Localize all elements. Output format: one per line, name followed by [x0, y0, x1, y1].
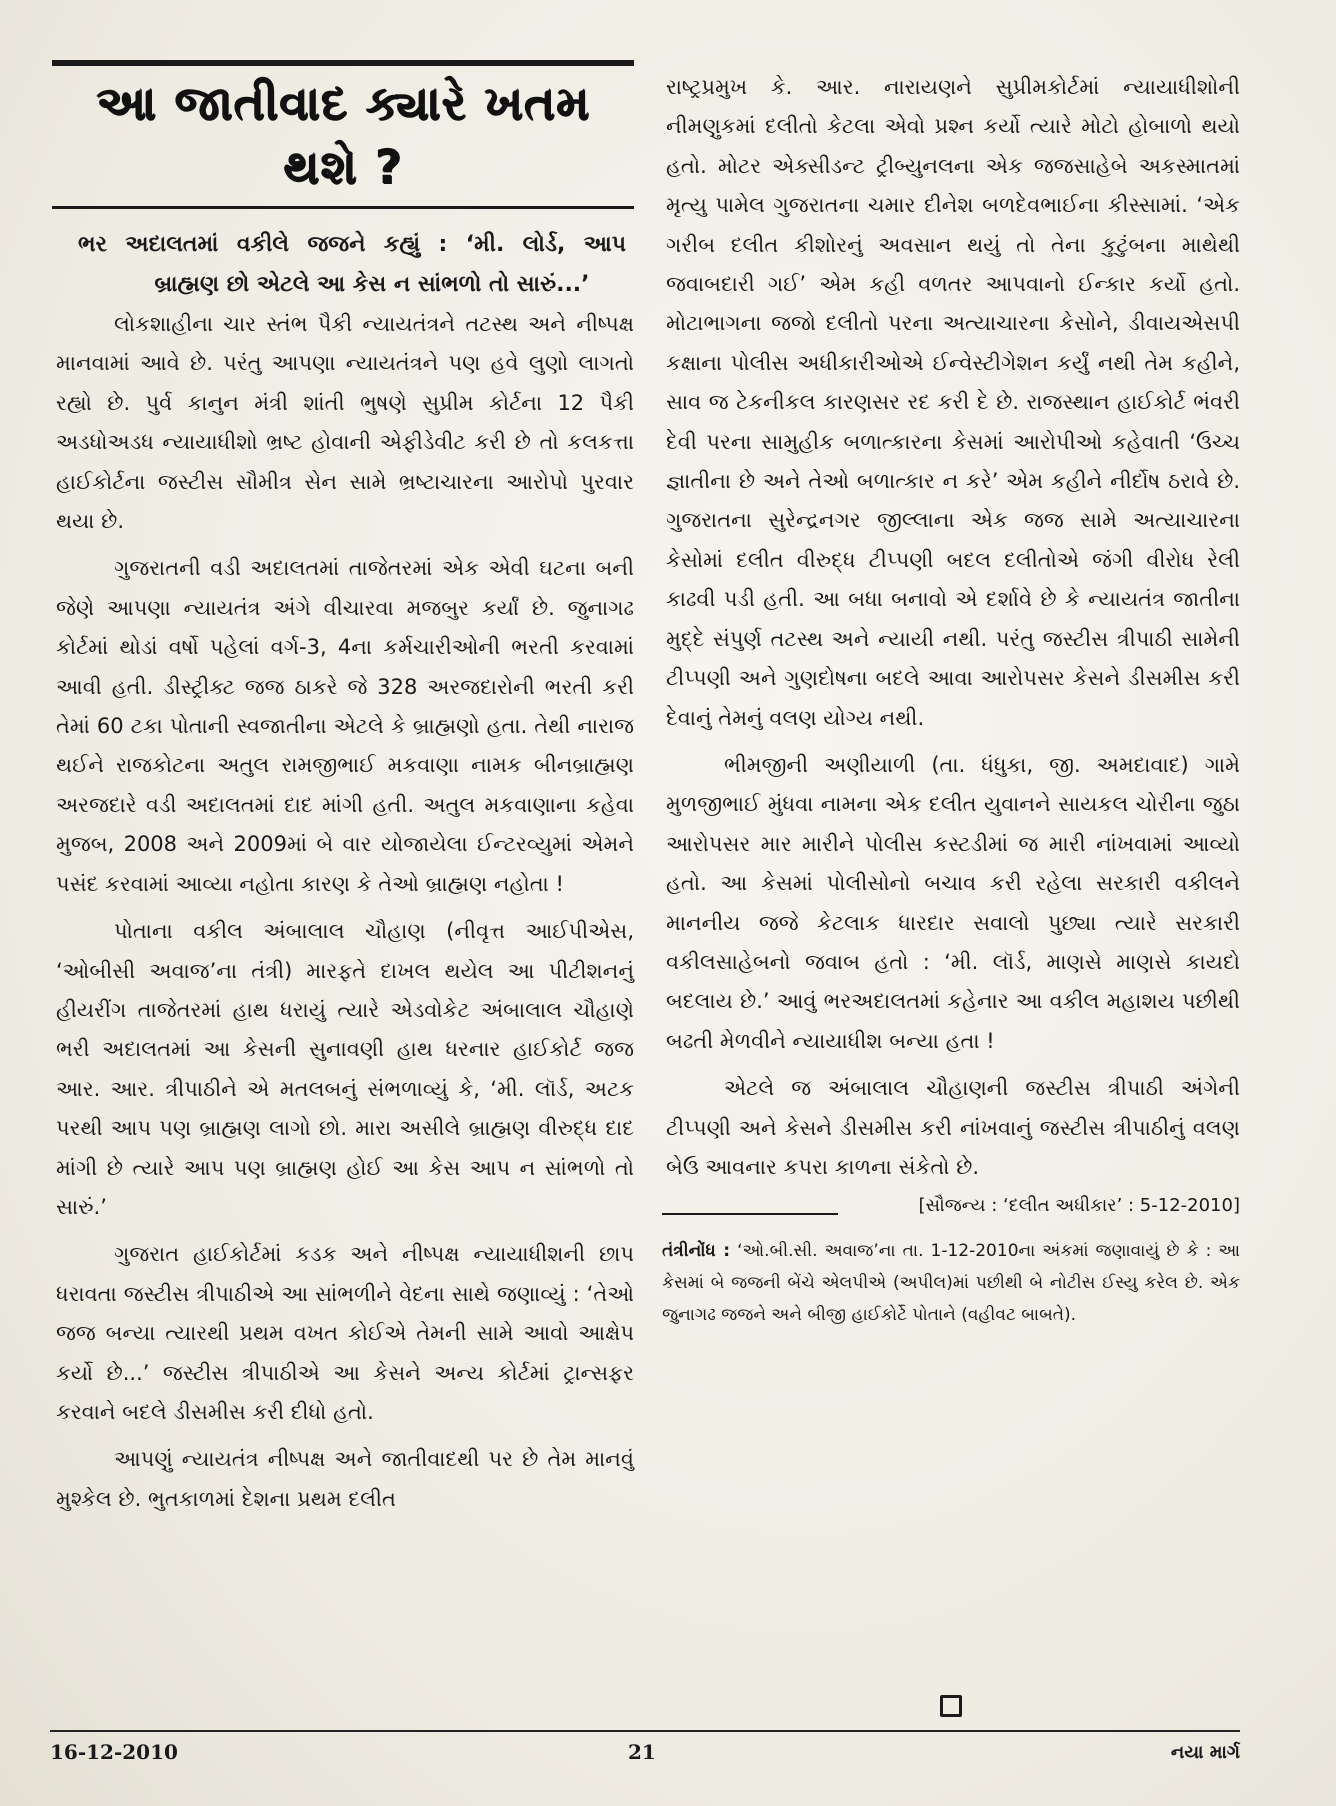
article-title: આ જાતીવાદ ક્યારે ખતમ થશે ?	[96, 76, 590, 195]
source-rule	[662, 1213, 838, 1215]
right-column	[662, 68, 1240, 1331]
body-paragraph: એટલે જ અંબાલાલ ચૌહાણની જસ્ટીસ ત્રીપાઠી અંગેની ટીપ્પણી અને કેસને ડીસમીસ કરી નાંખવાનું જસ્ટીસ ત્રીપાઠીનું વલણ બેઉ આવનાર કપરા કાળના સંકેતો છે.	[666, 1076, 1240, 1179]
end-of-article-icon	[940, 1695, 962, 1717]
editor-note-text: ‘ઓ.બી.સી. અવાજ’ના તા. 1-12-2010ના અંકમાં જણાવાયું છે કે : આ કેસમાં બે જજની બેંચે એલપીએ (અપીલ)માં પછીથી બે નોટીસ ઈસ્યુ કરેલ છે. એક જુનાગઢ જજને અને બીજી હાઈકોર્ટે પોતાને (વહીવટ બાબતે).	[662, 1241, 1241, 1326]
body-paragraph: ભીમજીની અણીયાળી (તા. ધંધુકા, જી. અમદાવાદ) ગામે મુળજીભાઈ મુંધવા નામના એક દલીત યુવાનને સાયકલ ચોરીના જુઠા આરોપસર માર મારીને પોલીસ કસ્ટડીમાં જ મારી નાંખવામાં આવ્યો હતો. આ કેસમાં પોલીસોનો બચાવ કરી રહેલા સરકારી વકીલને માનનીય જજે કેટલાક ધારદાર સવાલો પુછ્યા ત્યારે સરકારી વકીલસાહેબનો જવાબ હતો : ‘મી. લૉર્ડ, માણસે માણસે કાયદો બદલાય છે.’ આવું ભરઅદાલતમાં કહેનાર આ વકીલ મહાશય પછીથી બઢતી મેળવીને ન્યાયાધીશ બન્યા હતા !	[666, 752, 1240, 1053]
footer-date: 16-12-2010	[50, 1740, 178, 1764]
subhead-line-2: બ્રાહ્મણ છો એટલે આ કેસ ન સાંભળો તો સારું...’	[154, 272, 590, 297]
page-number: 21	[628, 1740, 656, 1764]
title-top-rule	[52, 60, 634, 66]
subhead-line-1: ભર અદાલતમાં વકીલે જજને કહ્યું : ‘મી. લોર્ડ, આપ	[78, 232, 626, 257]
body-paragraph: આપણું ન્યાયતંત્ર નીષ્પક્ષ અને જાતીવાદથી પર છે તેમ માનવું મુશ્કેલ છે. ભુતકાળમાં દેશના પ્રથમ દલીત	[56, 1447, 634, 1511]
article-subhead	[52, 225, 634, 305]
source-credit-block	[662, 1191, 1240, 1221]
left-column	[52, 60, 634, 1519]
body-paragraph: ગુજરાત હાઈકોર્ટમાં કડક અને નીષ્પક્ષ ન્યાયાધીશની છાપ ધરાવતા જસ્ટીસ ત્રીપાઠીએ આ સાંભળીને વેદના સાથે જણાવ્યું : ‘તેઓ જજ બન્યા ત્યારથી પ્રથમ વખત કોઈએ તેમની સામે આવો આક્ષેપ કર્યો છે...’ જસ્ટીસ ત્રીપાઠીએ આ કેસને અન્ય કોર્ટમાં ટ્રાન્સફર કરવાને બદલે ડીસમીસ કરી દીધો હતો.	[56, 1242, 634, 1424]
body-paragraph: રાષ્ટ્રપ્રમુખ કે. આર. નારાયણને સુપ્રીમકોર્ટમાં ન્યાયાધીશોની નીમણુકમાં દલીતો કેટલા એવો પ્રશ્ન કર્યો ત્યારે મોટો હોબાળો થયો હતો. મોટર એક્સીડન્ટ ટ્રીબ્યુનલના એક જજસાહેબે અકસ્માતમાં મૃત્યુ પામેલ ગુજરાતના ચમાર દીનેશ બળદેવભાઈના કીસ્સામાં. ‘એક ગરીબ દલીત કીશોરનું અવસાન થયું તો તેના કુટુંબના માથેથી જવાબદારી ગઈ’ એમ કહી વળતર આપવાનો ઈન્કાર કર્યો હતો. મોટાભાગના જજો દલીતો પરના અત્યાચારના કેસોને, ડીવાયએસપી કક્ષાના પોલીસ અધીકારીઓએ ઈન્વેસ્ટીગેશન કર્યું નથી તેમ કહીને, સાવ જ ટેકનીકલ કારણસર રદ કરી દે છે. રાજસ્થાન હાઈકોર્ટ ભંવરી દેવી પરના સામુહીક બળાત્કારના કેસમાં આરોપીઓ કહેવાતી ‘ઉચ્ચ જ્ઞાતીના છે અને તેઓ બળાત્કાર ન કરે’ એમ કહીને નીર્દોષ ઠરાવે છે. ગુજરાતના સુરેન્દ્રનગર જીલ્લાના એક જજ સામે અત્યાચારના કેસોમાં દલીત વીરુદ્ધ ટીપ્પણી બદલ દલીતોએ જંગી વીરોધ રેલી કાઢવી પડી હતી. આ બધા બનાવો એ દર્શાવે છે કે ન્યાયતંત્ર જાતીના મુદ્દે સંપુર્ણ તટસ્થ અને ન્યાયી નથી. પરંતુ જસ્ટીસ ત્રીપાઠી સામેની ટીપ્પણી અને ગુણદોષના બદલે આવા આરોપસર કેસને ડીસમીસ કરી દેવાનું તેમનું વલણ યોગ્ય નથી.	[666, 75, 1240, 730]
body-paragraph: ગુજરાતની વડી અદાલતમાં તાજેતરમાં એક એવી ઘટના બની જેણે આપણા ન્યાયતંત્ર અંગે વીચારવા મજબુર કર્યાં છે. જુનાગઢ કોર્ટમાં થોડાં વર્ષો પહેલાં વર્ગ-3, 4ના કર્મચારીઓની ભરતી કરવામાં આવી હતી. ડીસ્ટ્રીક્ટ જજ ઠાકરે જે 328 અરજદારોની ભરતી કરી તેમાં 60 ટકા પોતાની સ્વજાતીના એટલે કે બ્રાહ્મણો હતા. તેથી નારાજ થઈને રાજકોટના અતુલ રામજીભાઈ મકવાણા નામક બીનબ્રાહ્મણ અરજદારે વડી અદાલતમાં દાદ માંગી હતી. અતુલ મકવાણાના કહેવા મુજબ, 2008 અને 2009માં બે વાર યોજાયેલા ઈન્ટરવ્યુમાં એમને પસંદ કરવામાં આવ્યા નહોતા કારણ કે તેઓ બ્રાહ્મણ નહોતા !	[56, 556, 634, 896]
body-paragraph: લોકશાહીના ચાર સ્તંભ પૈકી ન્યાયતંત્રને તટસ્થ અને નીષ્પક્ષ માનવામાં આવે છે. પરંતુ આપણા ન્યાયતંત્રને પણ હવે લુણો લાગતો રહ્યો છે. પુર્વ કાનુન મંત્રી શાંતી ભુષણે સુપ્રીમ કોર્ટના 12 પૈકી અડધોઅડધ ન્યાયાધીશો ભ્રષ્ટ હોવાની એફીડેવીટ કરી છે તો કલકત્તા હાઈકોર્ટના જસ્ટીસ સૌમીત્ર સેન સામે ભ્રષ્ટાચારના આરોપો પુરવાર થયા છે.	[56, 312, 634, 534]
title-bottom-rule	[52, 206, 634, 209]
editor-note-label: તંત્રીનોંધ :	[662, 1241, 731, 1262]
footer-rule	[50, 1730, 1240, 1732]
body-paragraph: પોતાના વકીલ અંબાલાલ ચૌહાણ (નીવૃત્ત આઈપીએસ, ‘ઓબીસી અવાજ’ના તંત્રી) મારફતે દાખલ થયેલ આ પીટીશનનું હીયરીંગ તાજેતરમાં હાથ ધરાયું ત્યારે એડવોકેટ અંબાલાલ ચૌહાણે ભરી અદાલતમાં આ કેસની સુનાવણી હાથ ધરનાર હાઈકોર્ટ જજ આર. આર. ત્રીપાઠીને એ મતલબનું સંભળાવ્યું કે, ‘મી. લૉર્ડ, અટક પરથી આપ પણ બ્રાહ્મણ લાગો છો. મારા અસીલે બ્રાહ્મણ વીરુદ્ધ દાદ માંગી છે ત્યારે આપ પણ બ્રાહ્મણ હોઈ આ કેસ આપ ન સાંભળો તો સારું.’	[56, 919, 634, 1219]
source-credit: [સૌજન્ય : ‘દલીત અધીકાર’ : 5-12-2010]	[918, 1195, 1240, 1217]
editor-note	[662, 1235, 1240, 1331]
magazine-name: નયા માર્ગ	[1170, 1742, 1240, 1763]
